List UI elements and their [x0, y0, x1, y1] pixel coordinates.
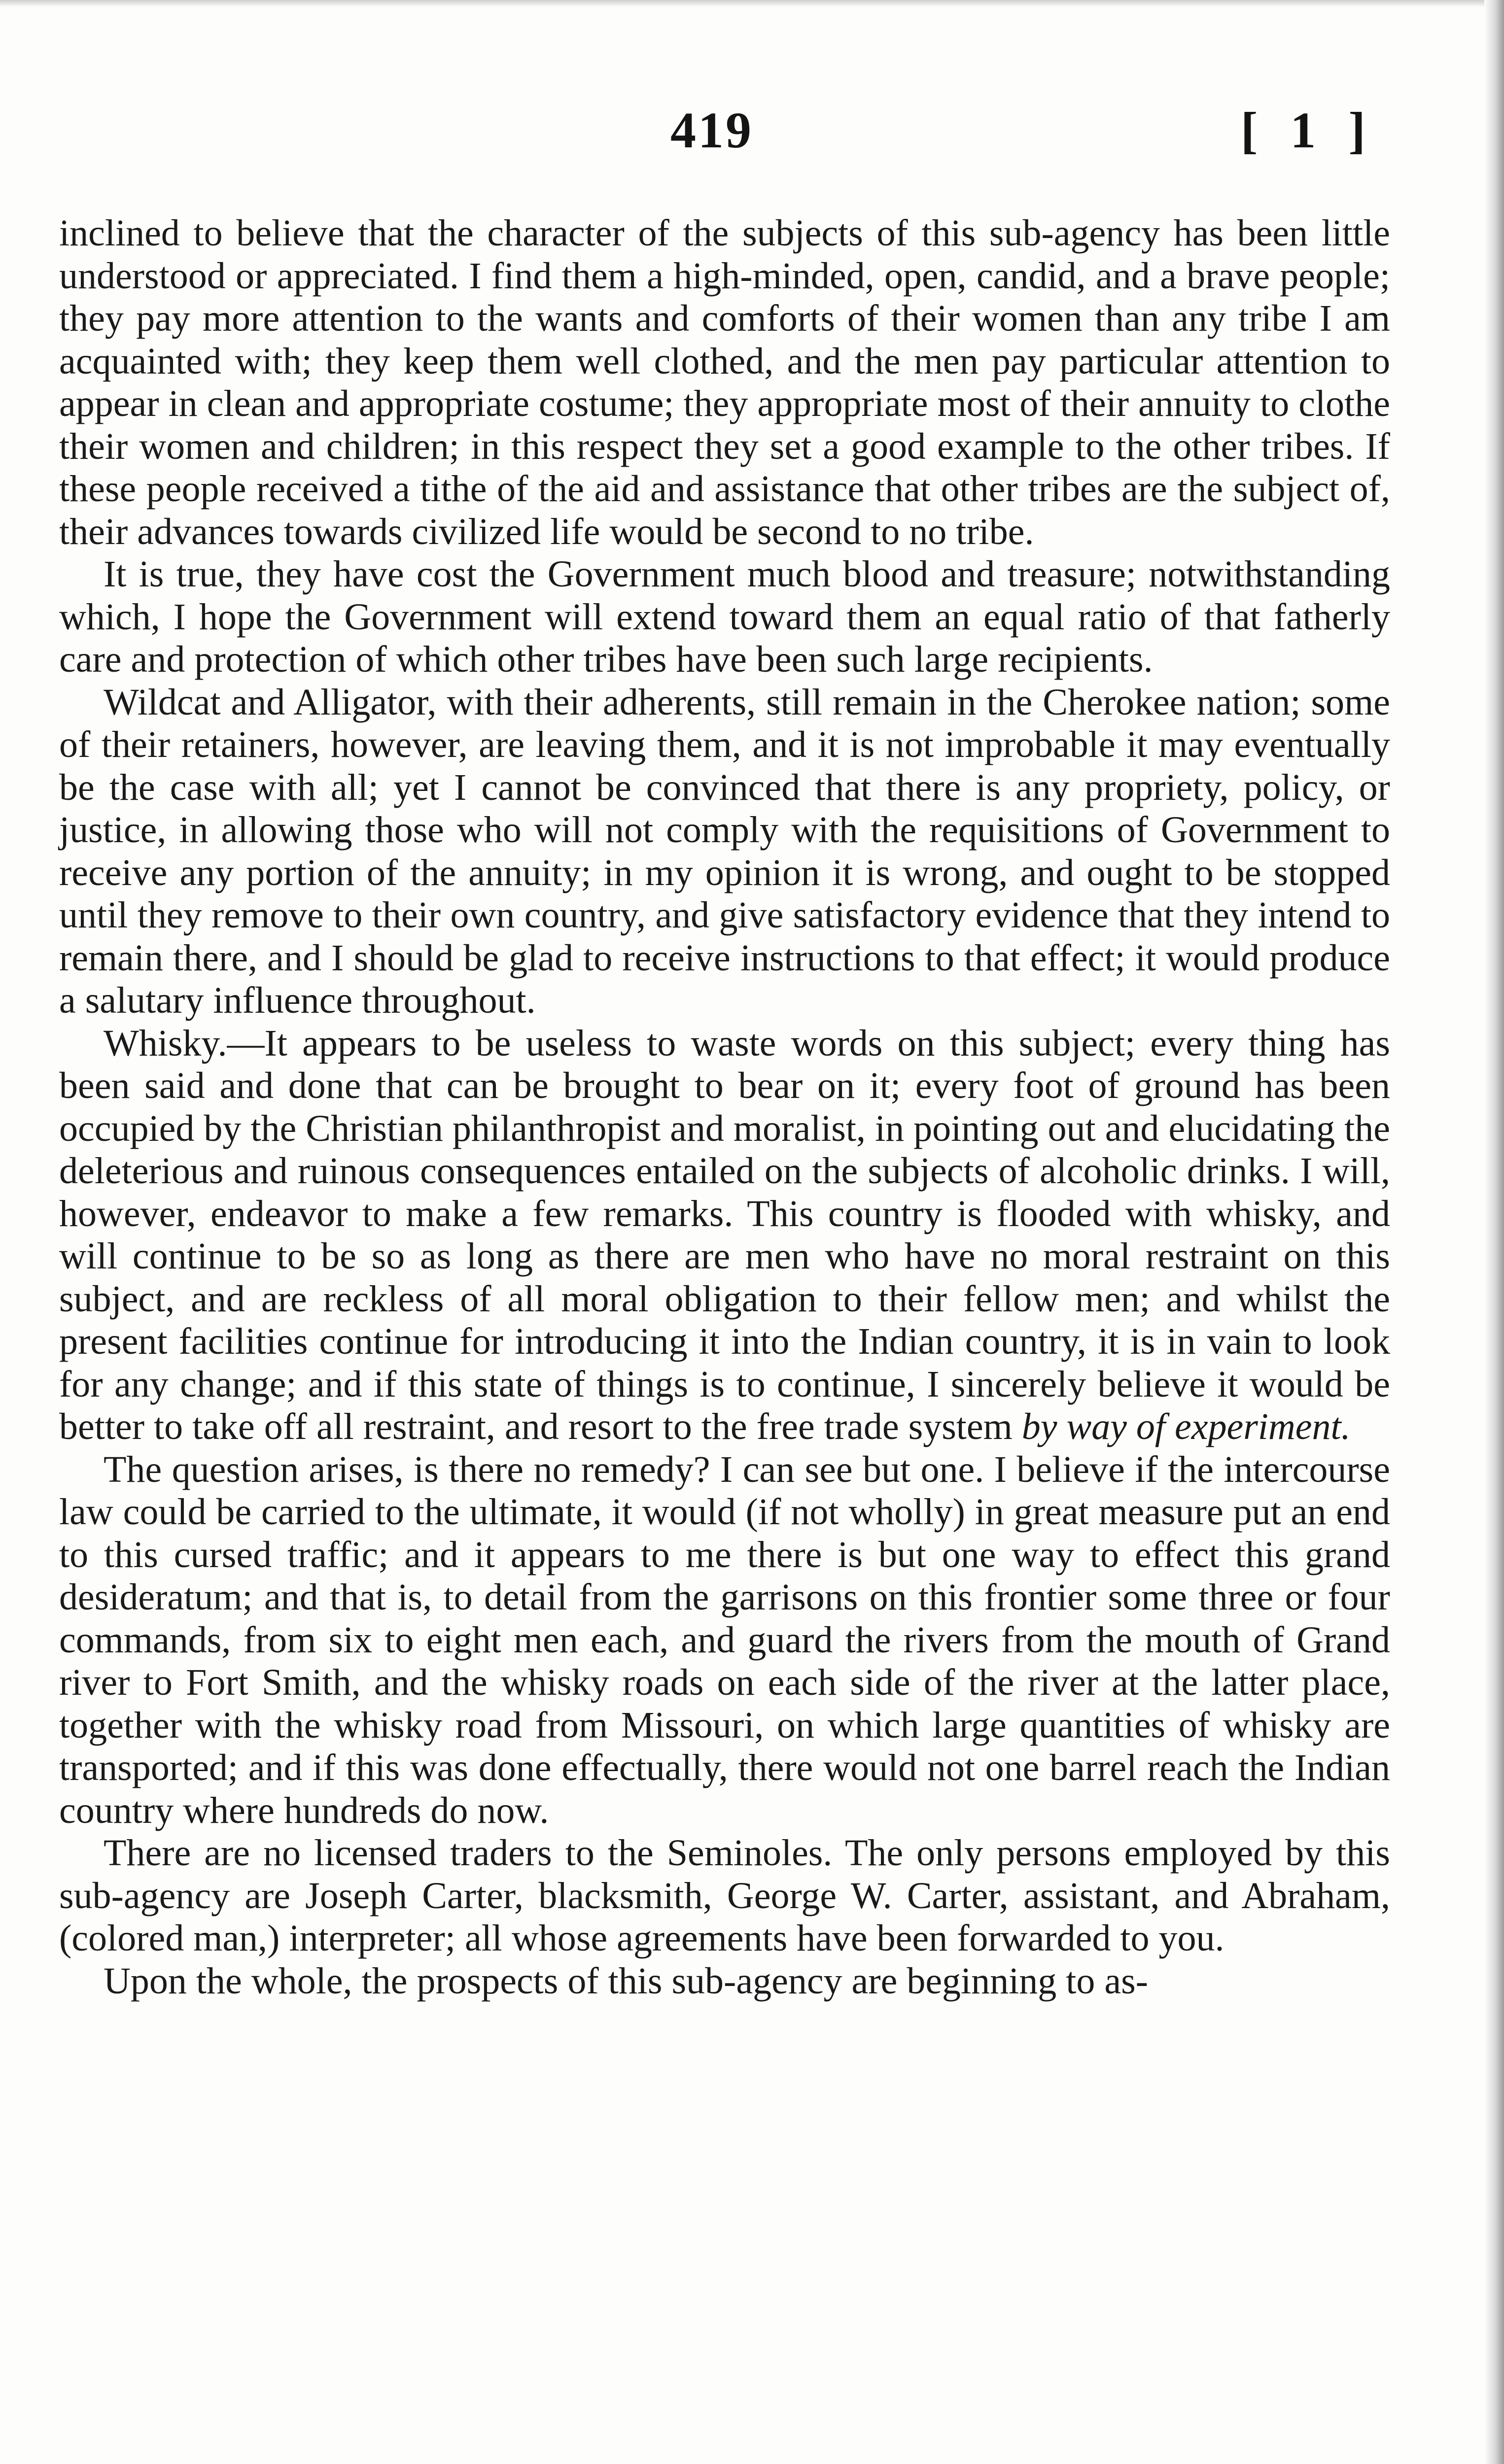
body-text — [59, 212, 1390, 2002]
page-number: 419 — [670, 102, 753, 159]
paragraph-whisky — [59, 1022, 1390, 1448]
paragraph: Wildcat and Alligator, with their adherents, still remain in the Cherokee nation; some of their retainers, however, are leaving them, and it is not improbable it may eventually be the case with all; yet I cannot be convinced that there is any propriety, policy, or justice, in allowing those who will not comply with the requisitions of Government to receive any portion of the annuity; in my opinion it is wrong, and ought to be stopped until they remove to their own country, and give satisfactory evidence that they intend to remain there, and I should be glad to receive instructions to that effect; it would produce a salutary influence throughout. — [59, 681, 1390, 1021]
page-header — [59, 101, 1390, 175]
paragraph-last: Upon the whole, the prospects of this sub-agency are beginning to as- — [104, 1960, 1149, 2002]
paragraph-text: Whisky.—It appears to be useless to waste words on this subject; every thing has been said and done that can be brought to bear on it; every foot of ground has been occupied by the Christian philanthropist and moralist, in pointing out and elucidating the deleterious and ruinous consequences entailed on the subjects of alcoholic drinks. I will, however, endeavor to make a few remarks. This country is flooded with whisky, and will continue to be so as long as there are men who have no moral restraint on this subject, and are reckless of all moral obligation to their fellow men; and whilst the present facilities continue for introducing it into the Indian country, it is in vain to look for any change; and if this state of things is to continue, I sincerely believe it would be better to take off all restraint, and resort to the free trade system — [59, 1022, 1390, 1447]
document-number: [ 1 ] — [1240, 102, 1375, 159]
page-top-edge — [0, 0, 1504, 7]
page-right-edge-shadow — [1484, 0, 1504, 2464]
paragraph: It is true, they have cost the Government much blood and treasure; notwithstanding which, I hope the Government will extend toward them an equal ratio of that fatherly care and protection of which other tribes have been such large recipients. — [59, 553, 1390, 680]
italic-phrase: by way of experiment. — [1021, 1406, 1351, 1447]
paragraph-continued: inclined to believe that the character of the subjects of this sub-agency has been little understood or appreciated. I find them a high-minded, open, candid, and a brave people; they pay more attention to the wants and comforts of their women than any tribe I am acquainted with; they keep them well clothed, and the men pay particular attention to appear in clean and appropriate costume; they appropriate most of their annuity to clothe their women and children; in this respect they set a good example to the other tribes. If these people received a tithe of the aid and assistance that other tribes are the subject of, their advances towards civilized life would be second to no tribe. — [59, 212, 1390, 552]
paragraph: There are no licensed traders to the Seminoles. The only persons employed by this sub-agency are Joseph Carter, blacksmith, George W. Carter, assistant, and Abraham, (colored man,) interpreter; all whose agreements have been forwarded to you. — [59, 1832, 1390, 1959]
paragraph: The question arises, is there no remedy? I can see but one. I believe if the intercourse law could be carried to the ultimate, it would (if not wholly) in great measure put an end to this cursed traffic; and it appears to me there is but one way to effect this grand desideratum; and that is, to detail from the garrisons on this frontier some three or four commands, from six to eight men each, and guard the rivers from the mouth of Grand river to Fort Smith, and the whisky roads on each side of the river at the latter place, together with the whisky road from Missouri, on which large quantities of whisky are transported; and if this was done effectually, there would not one barrel reach the Indian country where hundreds do now. — [59, 1448, 1390, 1831]
